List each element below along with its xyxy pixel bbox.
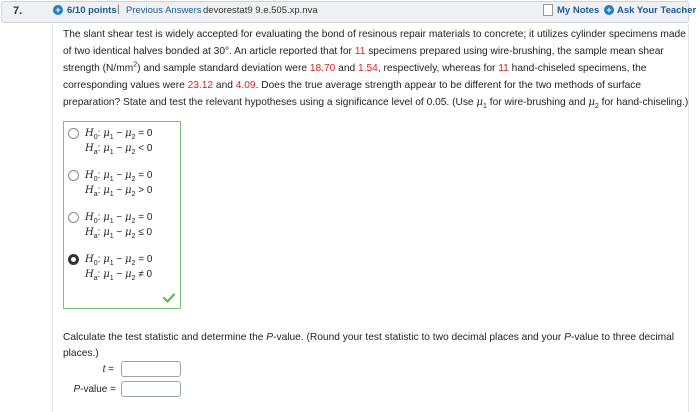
t-statistic-input[interactable] — [121, 361, 181, 377]
separator: | — [117, 4, 120, 15]
option-radio-1[interactable] — [68, 128, 79, 139]
points-score: 6/10 points — [67, 5, 117, 16]
problem-code: devorestat9 9.e.505.xp.nva — [203, 5, 318, 16]
option-3-alt: $H_a$: $\mu_1 - \mu_2 \le 0$ — [85, 227, 153, 240]
p-value-label: P-value = — [73, 384, 116, 395]
option-4-alt: $H_a$: $\mu_1 - \mu_2 \ne 0$ — [85, 269, 153, 282]
option-3-null: $H_0$: $\mu_1 - \mu_2 = 0$ — [85, 212, 153, 225]
question-number: 7. — [13, 5, 23, 17]
previous-answers-link[interactable]: Previous Answers — [126, 5, 202, 16]
option-1-null: $H_0$: $\mu_1 - \mu_2 = 0$ — [85, 128, 153, 141]
question-text: The slant shear test is widely accepted for evaluating the bond of resinous repair materials to concrete; it utilizes cylinder specimens made of two identical halves bonded at 30°. An article reported that for 11 specimens prepared using wire-brushing, the sample mean shear strength $(N/mm^2)$ and sample standard deviation were 18.70 and 1.54, respectively, whereas for 11 hand-chiseled specimens, the corresponding values were 23.12 and 4.09. Does the true average strength appear to be different for the two methods of surface preparation? State and test the relevant hypotheses using a significance level of 0.05. (Use $\mu_1$ for wire-brushing and $\mu_2$ for hand-chiseling.) — [63, 29, 689, 110]
ask-plus-icon[interactable]: + — [604, 5, 614, 15]
t-label: t = — [102, 364, 114, 375]
correct-check-icon — [163, 293, 175, 303]
my-notes-button[interactable]: My Notes — [557, 5, 600, 16]
ask-teacher-button[interactable]: Ask Your Teacher — [617, 5, 697, 16]
p-value-input[interactable] — [121, 381, 181, 397]
note-icon[interactable] — [543, 4, 553, 16]
option-4-null: $H_0$: $\mu_1 - \mu_2 = 0$ — [85, 254, 153, 267]
option-2-null: $H_0$: $\mu_1 - \mu_2 = 0$ — [85, 170, 153, 183]
expand-plus-icon[interactable]: + — [53, 5, 63, 15]
option-radio-4[interactable] — [68, 254, 79, 265]
calc-instructions: Calculate the test statistic and determine the P-value. (Round your test statistic to two decimal places and your P-value to three decimal places.) — [63, 332, 674, 359]
option-radio-2[interactable] — [68, 170, 79, 181]
option-1-alt: $H_a$: $\mu_1 - \mu_2 < 0$ — [85, 143, 153, 156]
option-radio-3[interactable] — [68, 212, 79, 223]
option-2-alt: $H_a$: $\mu_1 - \mu_2 > 0$ — [85, 185, 153, 198]
